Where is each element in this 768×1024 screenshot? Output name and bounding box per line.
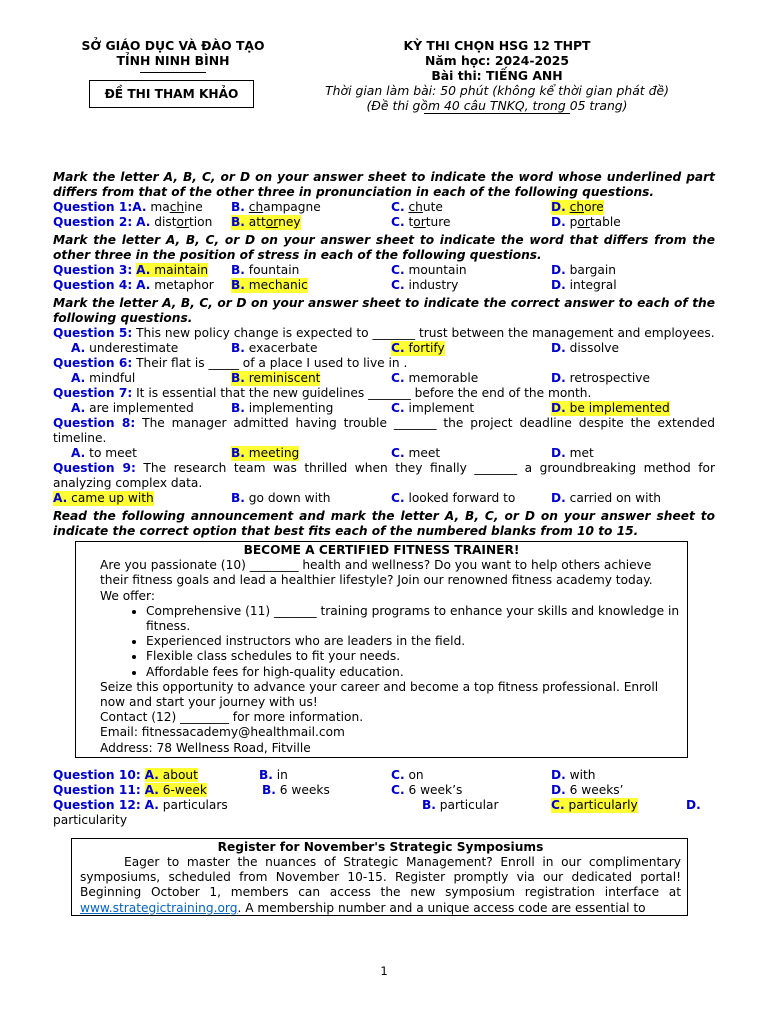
- option-b: B. particular: [422, 797, 499, 812]
- department-name: SỞ GIÁO DỤC VÀ ĐÀO TẠO: [81, 38, 265, 53]
- announcement-email: Email: fitnessacademy@healthmail.com: [100, 725, 345, 740]
- option-c: C. implement: [391, 401, 475, 415]
- option-c: C. torture: [391, 215, 451, 229]
- page-number: 1: [380, 964, 388, 978]
- option-b: B. go down with: [231, 491, 331, 505]
- exam-content: [53, 170, 715, 916]
- option-a: A. underestimate: [71, 341, 179, 355]
- pronunciation-instruction: Mark the letter A, B, C, or D on your answer sheet to indicate the word whose underlined part differs from that of the other three in pronunciation in each of the following questions.: [53, 170, 715, 199]
- option-b-highlighted: B. attorney: [231, 215, 301, 229]
- list-item: • Flexible class schedules to fit your needs.: [146, 649, 681, 664]
- question-label: Question 1:: [53, 200, 133, 214]
- option-d: D. portable: [551, 215, 621, 229]
- question-12-option-d: particularity: [53, 812, 128, 827]
- option-b: B. champagne: [231, 200, 321, 214]
- register-title: Register for November's Strategic Symposiums: [217, 839, 544, 854]
- question-5-options: [53, 341, 715, 356]
- question-1: Question 1:A. machine B. champagne C. chute D. chore: [53, 200, 604, 214]
- register-box: [71, 838, 688, 916]
- stress-instruction: Mark the letter A, B, C, or D on your answer sheet to indicate the word that differs from the other three in the position of stress in each of the following questions.: [53, 233, 715, 262]
- announcement-address: Address: 78 Wellness Road, Fitville: [100, 740, 311, 755]
- option-d: D. retrospective: [551, 371, 651, 385]
- option-d: D. carried on with: [551, 491, 662, 505]
- option-a-highlighted: A. came up with: [53, 491, 154, 505]
- option-a-highlighted: A. about: [144, 767, 198, 782]
- option-c: C. industry: [391, 278, 459, 292]
- option-b-highlighted: B. meeting: [231, 446, 300, 460]
- option-c-highlighted: C. fortify: [391, 341, 445, 355]
- option-c-highlighted: C. particularly: [551, 797, 638, 812]
- option-c: C. meet: [391, 446, 441, 460]
- list-item: • Affordable fees for high-quality education.: [146, 665, 681, 680]
- option-b: B. exacerbate: [231, 341, 318, 355]
- option-b-highlighted: B. reminiscent: [231, 371, 321, 385]
- announcement-contact: Contact (12) ________ for more information.: [100, 710, 364, 725]
- question-5-stem: Question 5: This new policy change is expected to _______ trust between the management and employees.: [53, 326, 715, 340]
- announcement-instruction: Read the following announcement and mark the letter A, B, C, or D on your answer sheet to indicate the correct option that best fits each of the numbered blanks from 10 to 15.: [53, 509, 715, 538]
- option-d: D. with: [551, 767, 596, 782]
- option-a: A. are implemented: [71, 401, 194, 415]
- announcement-box: [75, 541, 688, 758]
- option-d-label: D.: [686, 797, 701, 812]
- exam-duration: Thời gian làm bài: 50 phút (không kể thời gian phát đề): [325, 83, 669, 98]
- exam-subject: Bài thi: TIẾNG ANH: [431, 68, 563, 83]
- option-a-highlighted: A. 6-week: [144, 782, 207, 797]
- option-c: C. mountain: [391, 263, 467, 277]
- option-a: A. mindful: [71, 371, 136, 385]
- option-b-highlighted: B. mechanic: [231, 278, 308, 292]
- exam-title: KỲ THI CHỌN HSG 12 THPT: [403, 38, 591, 53]
- option-d: D. 6 weeks’: [551, 782, 624, 797]
- option-c: C. on: [391, 767, 424, 782]
- announcement-title: BECOME A CERTIFIED FITNESS TRAINER!: [243, 543, 520, 557]
- reference-exam-box: ĐỀ THI THAM KHẢO: [89, 80, 254, 108]
- option-c: C. 6 week’s: [391, 782, 463, 797]
- announcement-offer: We offer:: [100, 588, 155, 603]
- question-9-options: [53, 491, 715, 506]
- option-d: D. met: [551, 446, 594, 460]
- header-right: [306, 38, 688, 114]
- list-item: • Experienced instructors who are leaders in the field.: [146, 634, 681, 649]
- register-paragraph: Eager to master the nuances of Strategic Management? Enroll in our complimentary symposiums, scheduled from November 10-15. Register promptly via our dedicated portal! Beginning October 1, members can access the new symposium registration interface at www.strategictraining.org. A membership number and a unique access code are essential to: [80, 855, 681, 915]
- option-d: D. dissolve: [551, 341, 619, 355]
- option-b: B. 6 weeks: [262, 782, 330, 797]
- question-7-stem: Question 7: It is essential that the new guidelines _______ before the end of the month.: [53, 386, 592, 400]
- option-d-highlighted: D. be implemented: [551, 401, 670, 415]
- announcement-closing: Seize this opportunity to advance your career and become a top fitness professional. Enroll now and start your journey with us!: [100, 679, 659, 710]
- option-b: B. fountain: [231, 263, 300, 277]
- question-6-options: [53, 371, 715, 386]
- option-c: C. looked forward to: [391, 491, 516, 505]
- question-8-stem: Question 8: The manager admitted having trouble _______ the project deadline despite the extended timeline.: [53, 416, 715, 445]
- question-7-options: [53, 401, 715, 416]
- question-12: Question 12: A. particulars B. particular C. particularly D.: [53, 797, 701, 812]
- header-divider: [140, 72, 206, 73]
- question-11: Question 11: A. 6-week B. 6 weeks C. 6 week’s D. 6 weeks’: [53, 782, 624, 797]
- question-9-stem: Question 9: The research team was thrilled when they finally _______ a groundbreaking method for analyzing complex data.: [53, 461, 715, 490]
- option-a: A. to meet: [71, 446, 137, 460]
- exam-note: (Đề thi gồm 40 câu TNKQ, trong 05 trang): [366, 98, 628, 113]
- option-d-highlighted: D. chore: [551, 200, 604, 214]
- province-name: TỈNH NINH BÌNH: [116, 53, 230, 68]
- question-8-options: [53, 446, 715, 461]
- announcement-paragraph: Are you passionate (10) ________ health and wellness? Do you want to help others achieve their fitness goals and lead a healthier lifestyle? Join our renowned fitness academy today.: [100, 558, 653, 588]
- list-item: • Comprehensive (11) _______ training programs to enhance your skills and knowledge in fitness.: [146, 604, 681, 634]
- option-d: D. integral: [551, 278, 617, 292]
- announcement-list: [100, 604, 681, 680]
- option-b: B. implementing: [231, 401, 334, 415]
- header-left: [60, 38, 286, 73]
- strategic-training-link[interactable]: www.strategictraining.org: [80, 900, 238, 915]
- header-right-divider: [424, 113, 570, 114]
- question-6-stem: Question 6: Their flat is _____ of a place I used to live in .: [53, 356, 408, 370]
- option-a-highlighted: A. maintain: [136, 263, 209, 277]
- question-2: Question 2: A. distortion B. attorney C. torture D. portable: [53, 215, 621, 229]
- option-b: B. in: [259, 767, 288, 782]
- correct-answer-instruction: Mark the letter A, B, C, or D on your answer sheet to indicate the correct answer to each of the following questions.: [53, 296, 715, 325]
- question-10: Question 10: A. about B. in C. on D. with: [53, 767, 596, 782]
- option-c: C. memorable: [391, 371, 479, 385]
- question-3: Question 3: A. maintain B. fountain C. mountain D. bargain: [53, 263, 616, 277]
- option-c: C. chute: [391, 200, 443, 214]
- question-4: Question 4: A. metaphor B. mechanic C. industry D. integral: [53, 278, 617, 292]
- school-year: Năm học: 2024-2025: [424, 53, 570, 68]
- option-d: D. bargain: [551, 263, 616, 277]
